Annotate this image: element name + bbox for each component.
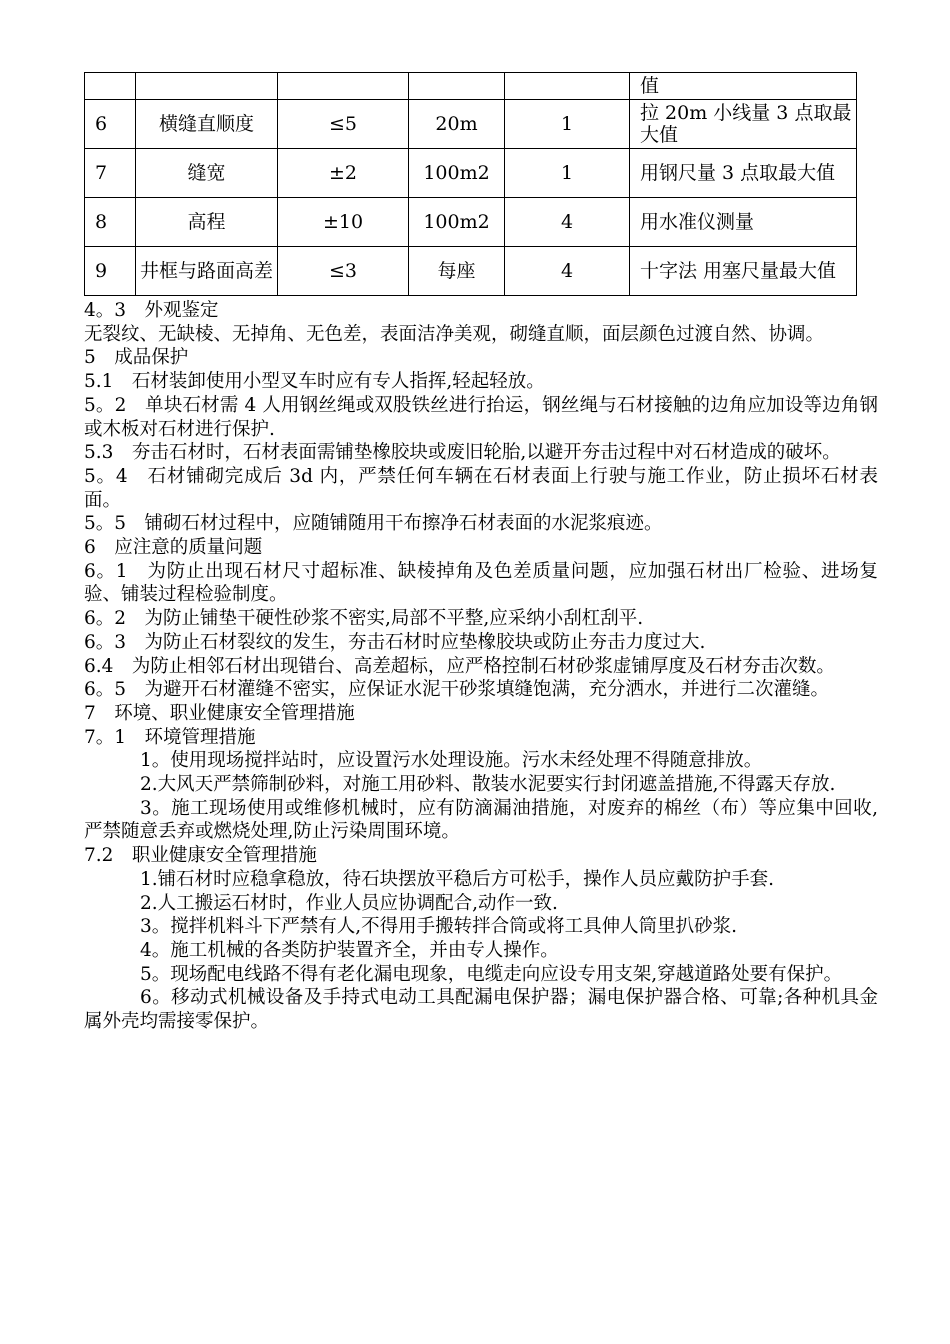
inspection-range: 100m2 — [409, 149, 505, 198]
section-heading: 5 成品保护 — [84, 347, 189, 369]
row-number: 8 — [85, 198, 136, 247]
inspection-range: 20m — [409, 100, 505, 149]
table-cell — [85, 73, 136, 100]
list-item: 6。移动式机械设备及手持式电动工具配漏电保护器；漏电保护器合格、可靠;各种机具金属外壳均需接零保护。 — [84, 987, 878, 1033]
paragraph: 6。5 为避开石材灌缝不密实，应保证水泥干砂浆填缝饱满，充分洒水，并进行二次灌缝。 — [84, 679, 830, 701]
table-cell: 值 — [630, 73, 857, 100]
tolerance: ±10 — [278, 198, 409, 247]
check-item: 高程 — [136, 198, 278, 247]
paragraph: 5.1 石材装卸使用小型叉车时应有专人指挥,轻起轻放。 — [84, 371, 545, 393]
paragraph: 5。2 单块石材需 4 人用钢丝绳或双股铁丝进行抬运，钢丝绳与石材接触的边角应加设等边角钢或木板对石材进行保护. — [84, 394, 878, 440]
paragraph: 6。3 为防止石材裂纹的发生，夯击石材时应垫橡胶块或防止夯击力度过大. — [84, 631, 706, 653]
list-item: 5。现场配电线路不得有老化漏电现象，电缆走向应设专用支架,穿越道路处要有保护。 — [140, 963, 843, 985]
tolerance: ≤5 — [278, 100, 409, 149]
document-body — [84, 299, 878, 1034]
section-heading: 7 环境、职业健康安全管理措施 — [84, 702, 355, 724]
list-item: 2.人工搬运石材时，作业人员应协调配合,动作一致. — [140, 892, 558, 914]
table-cell — [136, 73, 278, 100]
table-row — [85, 73, 857, 100]
list-item: 4。施工机械的各类防护装置齐全，并由专人操作。 — [140, 939, 559, 961]
tolerance: ≤3 — [278, 247, 409, 296]
list-item: 1.铺石材时应稳拿稳放，待石块摆放平稳后方可松手，操作人员应戴防护手套. — [140, 868, 775, 890]
point-count: 4 — [505, 247, 630, 296]
table-cell — [409, 73, 505, 100]
point-count: 1 — [505, 100, 630, 149]
row-number: 9 — [85, 247, 136, 296]
inspection-method: 拉 20m 小线量 3 点取最大值 — [630, 100, 857, 149]
point-count: 4 — [505, 198, 630, 247]
table-cell — [505, 73, 630, 100]
inspection-method: 十字法 用塞尺量最大值 — [630, 247, 857, 296]
paragraph: 5.3 夯击石材时，石材表面需铺垫橡胶块或废旧轮胎,以避开夯击过程中对石材造成的破坏。 — [84, 442, 841, 464]
paragraph: 6。2 为防止铺垫干硬性砂浆不密实,局部不平整,应采纳小刮杠刮平. — [84, 608, 644, 630]
inspection-range: 100m2 — [409, 198, 505, 247]
list-item: 2.大风天严禁筛制砂料，对施工用砂料、散装水泥要实行封闭遮盖措施,不得露天存放. — [140, 774, 836, 796]
table-row — [85, 198, 857, 247]
paragraph: 6。1 为防止出现石材尺寸超标准、缺棱掉角及色差质量问题，应加强石材出厂检验、进场复验、铺装过程检验制度。 — [84, 560, 878, 606]
check-item: 横缝直顺度 — [136, 100, 278, 149]
check-item: 井框与路面高差 — [136, 247, 278, 296]
point-count: 1 — [505, 149, 630, 198]
list-item: 1。使用现场搅拌站时，应设置污水处理设施。污水未经处理不得随意排放。 — [140, 750, 763, 772]
paragraph: 6.4 为防止相邻石材出现错台、高差超标，应严格控制石材砂浆虚铺厚度及石材夯击次数。 — [84, 655, 835, 677]
table-row — [85, 100, 857, 149]
list-item: 3。搅拌机料斗下严禁有人,不得用手搬转拌合筒或将工具伸人筒里扒砂浆. — [140, 916, 738, 938]
subsection-heading: 7。1 环境管理措施 — [84, 726, 256, 748]
paragraph: 5。5 铺砌石材过程中，应随铺随用干布擦净石材表面的水泥浆痕迹。 — [84, 513, 663, 535]
table-cell — [278, 73, 409, 100]
section-heading: 4。3 外观鉴定 — [84, 300, 219, 321]
row-number: 7 — [85, 149, 136, 198]
section-heading: 6 应注意的质量问题 — [84, 537, 263, 559]
inspection-range: 每座 — [409, 247, 505, 296]
inspection-table — [84, 72, 857, 296]
inspection-method: 用钢尺量 3 点取最大值 — [630, 149, 857, 198]
paragraph: 5。4 石材铺砌完成后 3d 内，严禁任何车辆在石材表面上行驶与施工作业，防止损坏石材表面。 — [84, 465, 878, 511]
table-row — [85, 247, 857, 296]
list-item: 3。施工现场使用或维修机械时，应有防滴漏油措施，对废弃的棉丝（布）等应集中回收,严禁随意丢弃或燃烧处理,防止污染周围环境。 — [84, 797, 878, 843]
tolerance: ±2 — [278, 149, 409, 198]
row-number: 6 — [85, 100, 136, 149]
table-row — [85, 149, 857, 198]
subsection-heading: 7.2 职业健康安全管理措施 — [84, 845, 317, 867]
check-item: 缝宽 — [136, 149, 278, 198]
paragraph: 无裂纹、无缺棱、无掉角、无色差，表面洁净美观，砌缝直顺，面层颜色过渡自然、协调。 — [84, 323, 825, 345]
inspection-method: 用水准仪测量 — [630, 198, 857, 247]
